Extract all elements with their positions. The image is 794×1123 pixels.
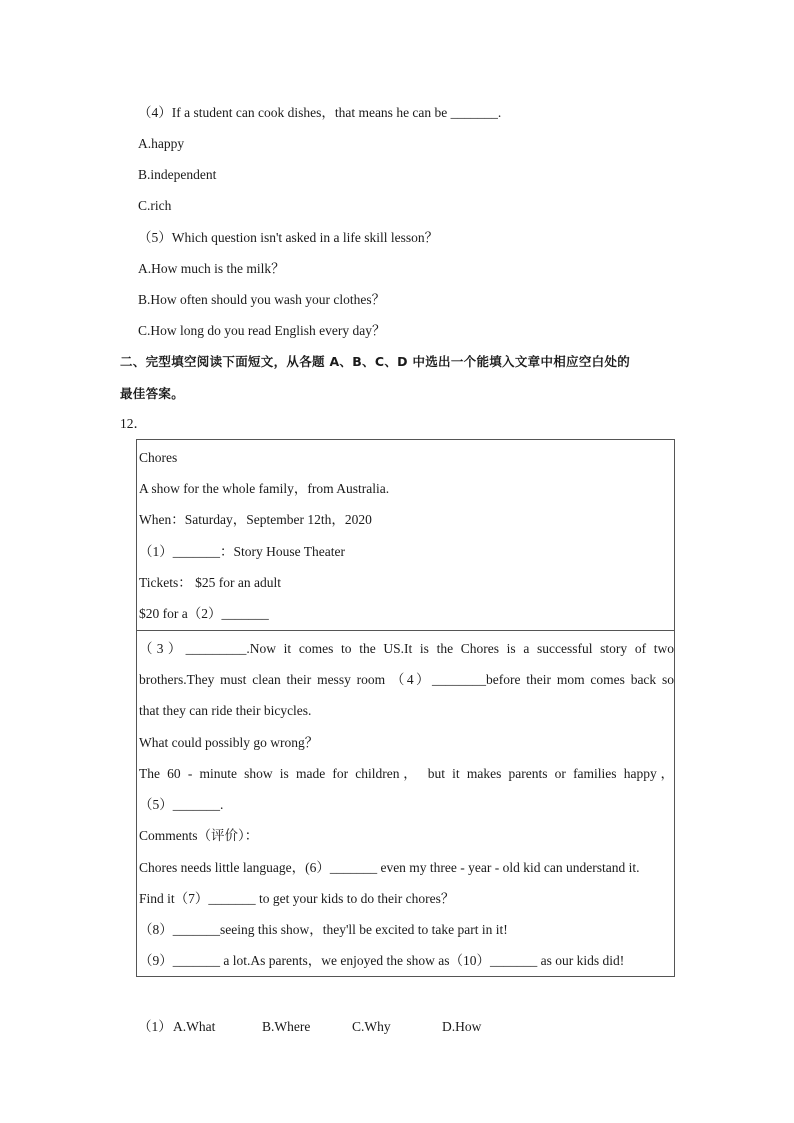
- passage-line-1: （3）_________.Now it comes to the US.It is the Chores is a successful story of two: [139, 641, 674, 656]
- passage-line-9: （8）_______seeing this show，they'll be excited to take part in it!: [139, 922, 508, 937]
- passage-line-2: brothers.They must clean their messy room （4）________before their mom comes back so: [139, 672, 674, 687]
- q4-option-a: A.happy: [138, 136, 185, 151]
- ad-tickets-child: $20 for a（2）_______: [139, 606, 269, 621]
- passage-line-4: What could possibly go wrong？: [139, 735, 319, 750]
- ad-tickets: Tickets： $25 for an adult: [139, 575, 281, 590]
- passage-line-5: The 60 - minute show is made for children， but it makes parents or families happy，: [139, 766, 674, 781]
- choice-b: B.Where: [262, 1019, 311, 1034]
- section-heading-line2: 最佳答案。: [120, 386, 185, 401]
- q5-option-a: A.How much is the milk？: [138, 261, 285, 276]
- passage-line-7: Chores needs little language，(6）_______ even my three - year - old kid can understand it.: [139, 860, 640, 875]
- choice-d: D.How: [442, 1019, 482, 1034]
- q4-option-c: C.rich: [138, 198, 172, 213]
- passage-line-6: （5）_______.: [139, 797, 224, 812]
- choice-number: （1）: [138, 1019, 172, 1034]
- passage-line-3: that they can ride their bicycles.: [139, 703, 312, 718]
- choice-a: A.What: [173, 1019, 216, 1034]
- q5-stem: （5）Which question isn't asked in a life skill lesson？: [138, 230, 439, 245]
- q5-option-b: B.How often should you wash your clothes？: [138, 292, 386, 307]
- q5-option-c: C.How long do you read English every day？: [138, 323, 386, 338]
- q4-stem: （4）If a student can cook dishes，that means he can be _______.: [138, 105, 502, 120]
- choice-c: C.Why: [352, 1019, 391, 1034]
- passage-line-8: Find it（7）_______ to get your kids to do their chores？: [139, 891, 455, 906]
- passage-line-10: （9）_______ a lot.As parents，we enjoyed the show as（10）_______ as our kids did!: [139, 953, 625, 968]
- ad-when: When：Saturday，September 12th，2020: [139, 512, 372, 527]
- ad-title: Chores: [139, 450, 178, 465]
- ad-subtitle: A show for the whole family，from Australia.: [139, 481, 390, 496]
- question-number: 12．: [120, 416, 147, 431]
- ad-where: （1）_______：Story House Theater: [139, 544, 345, 559]
- comments-heading: Comments（评价）：: [139, 828, 259, 843]
- passage-divider: [136, 630, 675, 631]
- section-heading-line1: 二、完型填空阅读下面短文，从各题 A、B、C、D 中选出一个能填入文章中相应空白处的: [120, 354, 631, 369]
- q4-option-b: B.independent: [138, 167, 217, 182]
